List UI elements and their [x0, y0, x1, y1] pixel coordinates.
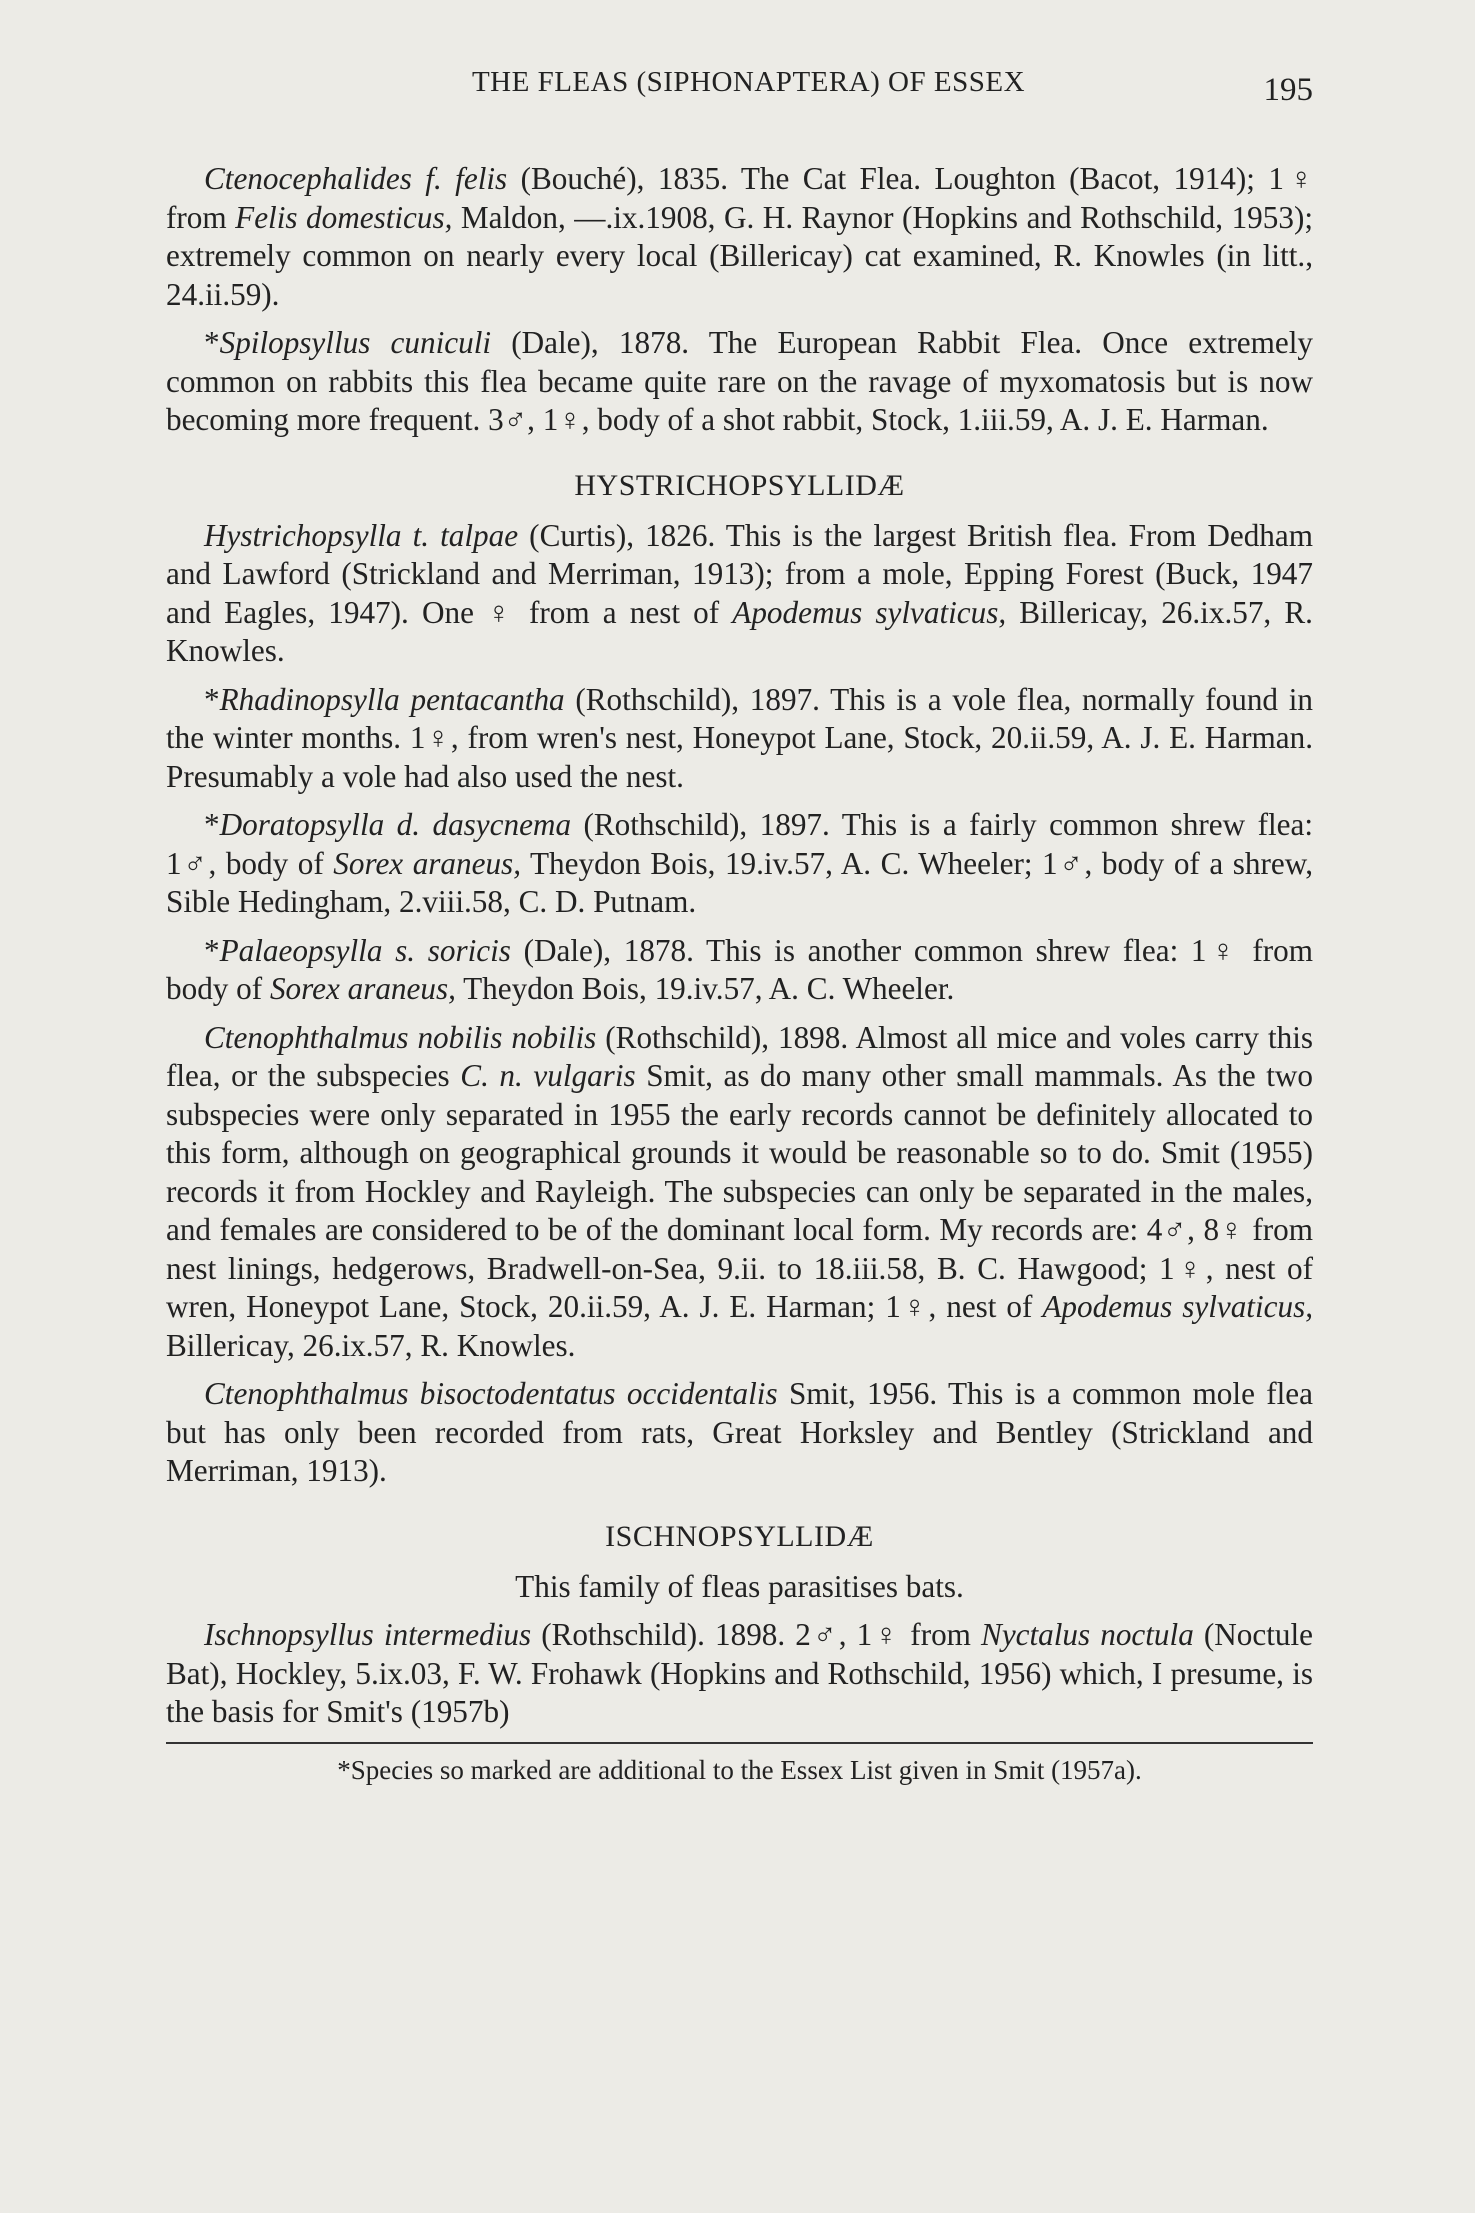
entry-ctenophthalmus-nobilis [166, 1019, 1313, 1366]
entry-palaeopsylla-soricis [166, 932, 1313, 1009]
entry-text: (Bouché), 1835. The Cat Flea. Loughton (Bacot, 1914); 1♀ from [166, 161, 1313, 235]
taxon-name: Spilopsyllus cuniculi [219, 325, 492, 360]
new-record-marker: * [204, 807, 220, 842]
entry-text: Theydon Bois, 19.iv.57, A. C. Wheeler; 1♂, body of a shrew, Sible Hedingham, 2.viii.58, C. D. Putnam. [166, 845, 1313, 919]
host-name: Sorex araneus, [333, 845, 521, 881]
entry-ctenocephalides-felis [166, 160, 1313, 314]
page-number: 195 [1263, 72, 1313, 108]
entry-spilopsyllus-cuniculi [166, 324, 1313, 440]
entry-text: Theydon Bois, 19.iv.57, A. C. Wheeler. [455, 971, 955, 1006]
taxon-name: Hystrichopsylla t. talpae [204, 517, 519, 553]
subspecies-name: C. n. vulgaris [460, 1058, 636, 1093]
entry-text: Smit, 1956. This is a common mole flea but has only been recorded from rats, Great Horksley and Bentley (Strickland and Merriman, 1913). [166, 1376, 1313, 1488]
host-name: Sorex araneus, [269, 971, 456, 1006]
footnote-rule [166, 1742, 1313, 1744]
entry-text: Billericay, 26.ix.57, R. Knowles. [166, 1327, 576, 1363]
family-note: This family of fleas parasitises bats. [515, 1568, 964, 1604]
new-record-marker: * [204, 932, 220, 968]
taxon-name: Ctenophthalmus bisoctodentatus occidentalis [204, 1376, 778, 1411]
entry-text: (Rothschild). 1898. 2♂, 1♀ from [531, 1617, 982, 1652]
entry-text: (Noctule Bat), Hockley, 5.ix.03, F. W. Frohawk (Hopkins and Rothschild, 1956) which, I presume, is the basis for Smit's (1957b) [166, 1617, 1313, 1729]
taxon-name: Ctenophthalmus nobilis nobilis [204, 1019, 597, 1055]
entry-ischnopsyllus-intermedius [166, 1616, 1313, 1732]
entry-text: Maldon, —.ix.1908, G. H. Raynor (Hopkins and Rothschild, 1953); extremely common on nearly every local (Billericay) cat examined, R. Knowles (in litt., 24.ii.59). [166, 199, 1314, 312]
host-name: Apodemus sylvaticus, [1042, 1289, 1313, 1324]
running-title: THE FLEAS (SIPHONAPTERA) OF ESSEX [471, 66, 1026, 98]
family-heading-hystrichopsyllidae: HYSTRICHOPSYLLIDÆ [574, 468, 905, 502]
taxon-name: Rhadinopsylla pentacantha [219, 681, 565, 717]
entry-text: (Rothschild), 1898. Almost all mice and voles carry this flea, or the subspecies [166, 1019, 1314, 1093]
entry-text: (Dale), 1878. The European Rabbit Flea. Once extremely common on rabbits this flea became quite rare on the ravage of myxomatosis but is now becoming more frequent. 3♂, 1♀, body of a shot rabbit, Stock, 1.iii.59, A. J. E. Harman. [166, 325, 1313, 437]
host-name: Felis domesticus, [235, 199, 453, 235]
taxon-name: Ctenocephalides f. felis [204, 161, 508, 196]
entry-doratopsylla-dasycnema [166, 806, 1313, 922]
taxon-name: Doratopsylla d. dasycnema [219, 807, 572, 842]
entry-text: (Curtis), 1826. This is the largest British flea. From Dedham and Lawford (Strickland and Merriman, 1913); from a mole, Epping Forest (Buck, 1947 and Eagles, 1947). One ♀ from a nest of [166, 517, 1313, 630]
new-record-marker: * [204, 325, 220, 360]
taxon-name: Palaeopsylla s. soricis [219, 932, 511, 968]
article-body [166, 160, 1313, 1786]
entry-text: Smit, as do many other small mammals. As the two subspecies were only separated in 1955 the early records cannot be definitely allocated to this form, although on geographical grounds it would be reasonable so to do. Smit (1955) records it from Hockley and Rayleigh. The subspecies can only be separated in the males, and females are considered to be of the dominant local form. My records are: 4♂, 8♀ from nest linings, hedgerows, Bradwell-on-Sea, 9.ii. to 18.iii.58, B. C. Hawgood; 1♀, nest of wren, Honeypot Lane, Stock, 20.ii.59, A. J. E. Harman; 1♀, nest of [166, 1058, 1314, 1324]
host-name: Apodemus sylvaticus, [732, 594, 1007, 630]
new-record-marker: * [204, 681, 220, 717]
entry-text: (Rothschild), 1897. This is a fairly common shrew flea: 1♂, body of [166, 807, 1314, 881]
entry-text: Billericay, 26.ix.57, R. Knowles. [166, 594, 1313, 668]
entry-hystrichopsylla-talpae [166, 517, 1313, 671]
page-header [166, 62, 1313, 114]
footnote: *Species so marked are additional to the Essex List given in Smit (1957a). [337, 1754, 1142, 1785]
entry-text: (Dale), 1878. This is another common shrew flea: 1♀ from body of [166, 932, 1313, 1006]
entry-text: (Rothschild), 1897. This is a vole flea, normally found in the winter months. 1♀, from wren's nest, Honeypot Lane, Stock, 20.ii.59, A. J. E. Harman. Presumably a vole had also used the nest. [166, 681, 1313, 794]
entry-rhadinopsylla-pentacantha [166, 681, 1313, 797]
taxon-name: Ischnopsyllus intermedius [204, 1617, 532, 1652]
family-heading-ischnopsyllidae: ISCHNOPSYLLIDÆ [605, 1519, 874, 1553]
entry-ctenophthalmus-bisoctodentatus [166, 1375, 1313, 1491]
host-name: Nyctalus noctula [981, 1617, 1194, 1652]
